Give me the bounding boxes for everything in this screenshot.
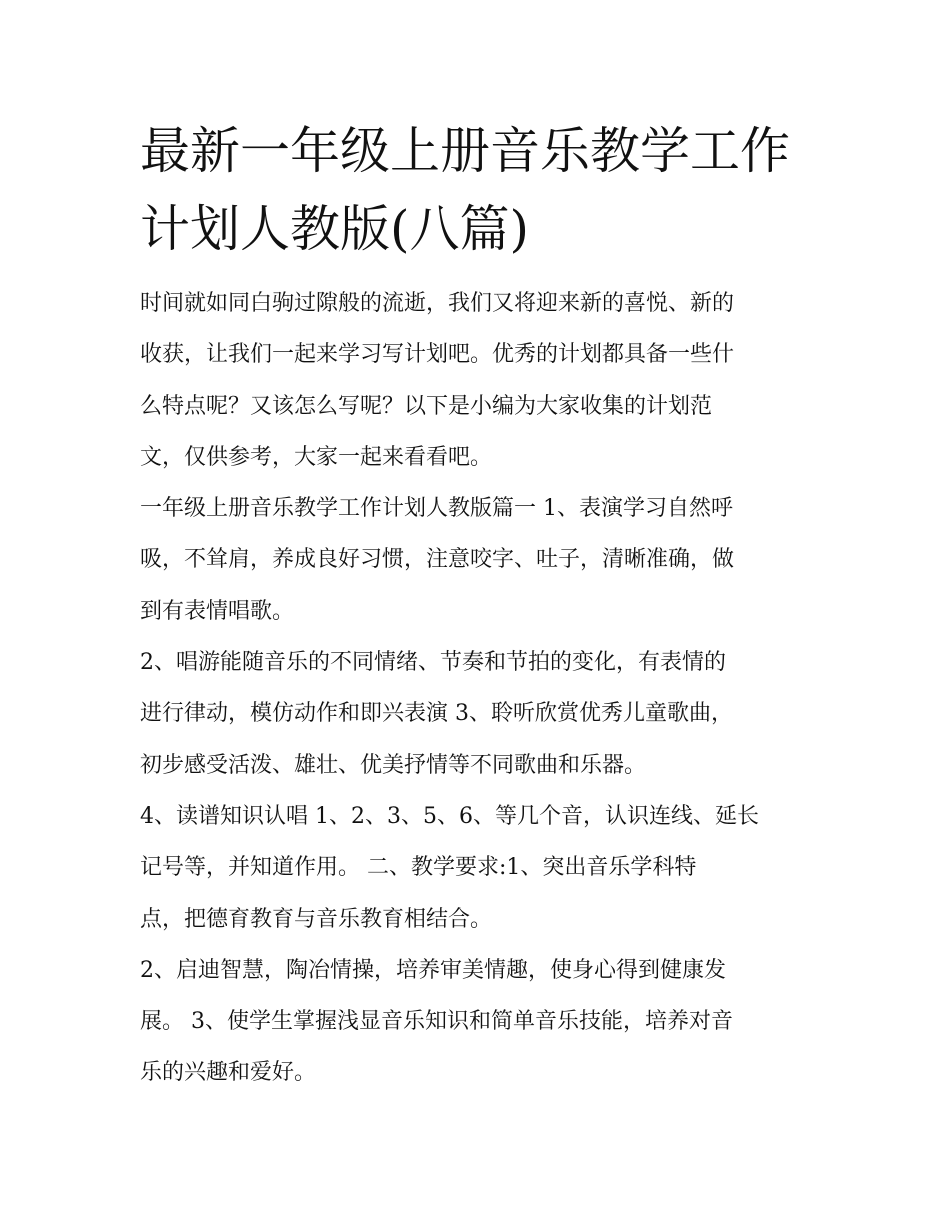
body-line: 2、启迪智慧，陶冶情操，培养审美情趣，使身心得到健康发 — [140, 957, 726, 983]
document-body — [140, 278, 820, 1099]
body-line: 点，把德育教育与音乐教育相结合。 — [140, 906, 493, 932]
body-line: 记号等，并知道作用。 二、教学要求:1、突出音乐学科特 — [140, 855, 697, 881]
body-line: 收获，让我们一起来学习写计划吧。优秀的计划都具备一些什 — [140, 342, 735, 368]
body-line: 文，仅供参考，大家一起来看看吧。 — [140, 444, 493, 470]
body-line: 进行律动，模仿动作和即兴表演 3、聆听欣赏优秀儿童歌曲， — [140, 701, 733, 727]
title-line-1: 最新一年级上册音乐教学工作 — [140, 122, 790, 180]
title-line-2: 计划人教版(八篇) — [140, 200, 530, 258]
body-line: 2、唱游能随音乐的不同情绪、节奏和节拍的变化，有表情的 — [140, 650, 726, 676]
document-title — [140, 112, 840, 268]
body-line: 初步感受活泼、雄壮、优美抒情等不同歌曲和乐器。 — [140, 752, 647, 778]
body-line: 4、读谱知识认唱 1、2、3、5、6、等几个音，认识连线、延长 — [140, 803, 759, 829]
body-line: 么特点呢？又该怎么写呢？以下是小编为大家收集的计划范 — [140, 393, 713, 419]
body-line: 乐的兴趣和爱好。 — [140, 1060, 317, 1086]
body-line: 展。 3、使学生掌握浅显音乐知识和简单音乐技能，培养对音 — [140, 1009, 733, 1035]
body-line: 时间就如同白驹过隙般的流逝，我们又将迎来新的喜悦、新的 — [140, 291, 735, 316]
body-line: 到有表情唱歌。 — [140, 598, 295, 624]
body-line: 一年级上册音乐教学工作计划人教版篇一 1、表演学习自然呼 — [140, 496, 733, 522]
body-line: 吸，不耸肩，养成良好习惯，注意咬字、吐子，清晰准确，做 — [140, 547, 735, 573]
